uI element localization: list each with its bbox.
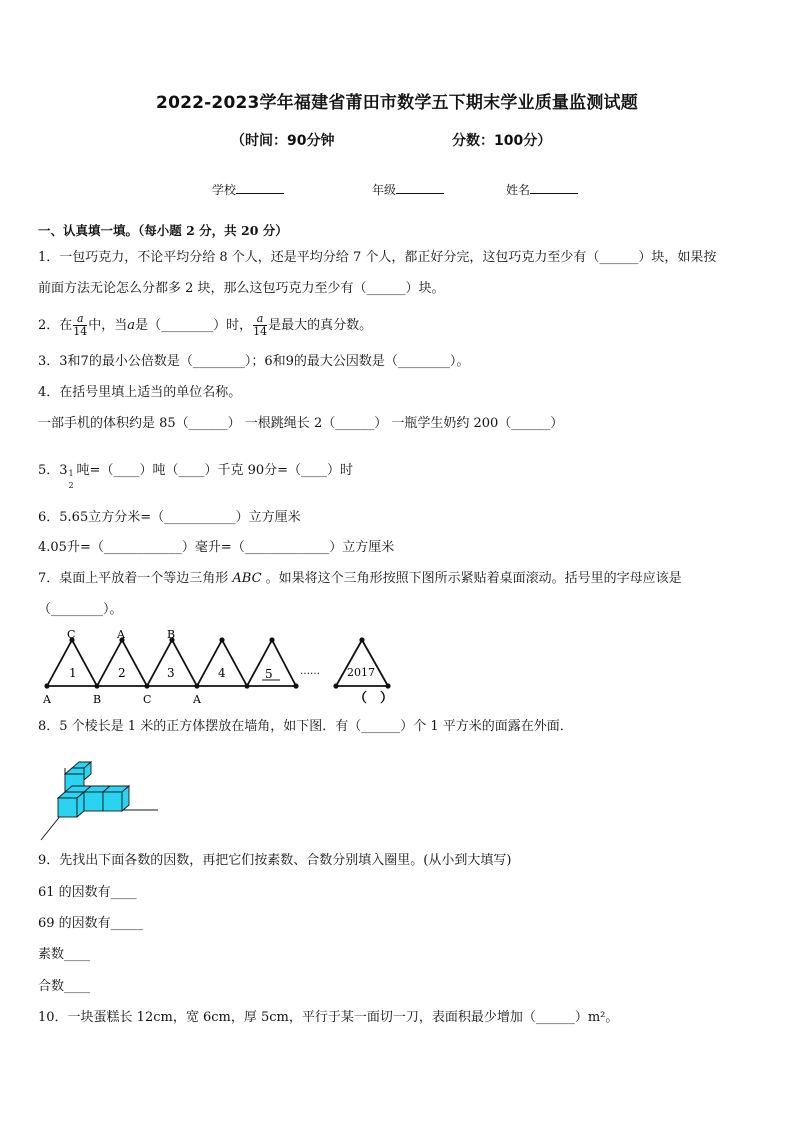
triangle-number-4: 4 bbox=[218, 666, 226, 680]
final-triangle-number: 2017 bbox=[347, 666, 375, 679]
rolling-triangle-diagram bbox=[36, 628, 416, 708]
question-7-line-2: （________）。 bbox=[38, 602, 123, 617]
school-field bbox=[212, 181, 284, 198]
answer-parens: （ ） bbox=[354, 691, 394, 706]
top-label-b: B bbox=[167, 628, 176, 641]
fraction-a-over-14: $\frac{a}{14}$ bbox=[73, 312, 88, 338]
name-label: 姓名 bbox=[506, 183, 531, 197]
question-9-line-1: 9．先找出下面各数的因数，再把它们按素数、合数分别填入圈里。(从小到大填写) bbox=[38, 853, 512, 868]
bottom-label-a: A bbox=[43, 693, 51, 706]
question-1-line-1: 1．一包巧克力，不论平均分给 8 个人，还是平均分给 7 个人，都正好分完，这包巧克力至少有（______）块，如果按 bbox=[38, 250, 717, 265]
bottom-label-a-2: A bbox=[193, 693, 201, 706]
question-8: 8．5 个棱长是 1 米的正方体摆放在墙角，如下图．有（______）个 1 平方米的面露在外面． bbox=[38, 719, 573, 734]
page-title: 2022-2023学年福建省莆田市数学五下期末学业质量监测试题 bbox=[156, 93, 638, 113]
question-6-line-1: 6．5.65立方分米=（___________）立方厘米 bbox=[38, 510, 301, 525]
question-2: 2．在 $\frac{a}{14}$ 中，当a是（________）时， $\frac{a}{14}$ 是最大的真分数。 bbox=[38, 312, 373, 338]
name-blank bbox=[530, 181, 578, 194]
score-label: 分数：100分） bbox=[452, 133, 552, 149]
name-field bbox=[506, 181, 578, 198]
triangle-number-5: 5 bbox=[265, 667, 273, 681]
grade-field bbox=[372, 181, 444, 198]
question-6-line-2: 4.05升=（____________）毫升=（_____________）立方厘米 bbox=[38, 540, 395, 555]
grade-blank bbox=[396, 181, 444, 194]
question-9-line-5: 合数____ bbox=[38, 979, 91, 994]
cubes-in-corner-diagram bbox=[36, 752, 166, 844]
ellipsis: …… bbox=[300, 666, 320, 677]
triangle-number-3: 3 bbox=[167, 666, 175, 680]
question-7-line-1: 7．桌面上平放着一个等边三角形 ABC 。如果将这个三角形按照下图所示紧贴着桌面滚动。括号里的字母应该是 bbox=[38, 571, 682, 586]
question-5: 5．3 1 2 吨=（____）吨（____）千克 90分=（____）时 bbox=[38, 463, 354, 490]
grade-label: 年级 bbox=[372, 183, 397, 197]
time-label: （时间：90分钟 bbox=[231, 133, 335, 149]
bottom-label-b: B bbox=[93, 693, 102, 706]
bottom-label-c: C bbox=[143, 693, 152, 706]
question-4-line-1: 4．在括号里填上适当的单位名称。 bbox=[38, 385, 242, 400]
question-9-line-2: 61 的因数有____ bbox=[38, 885, 137, 900]
triangle-number-1: 1 bbox=[69, 666, 77, 680]
question-4-line-2: 一部手机的体积约是 85（______） 一根跳绳长 2（______） 一瓶学生奶约 200（______） bbox=[38, 416, 564, 431]
top-label-c: C bbox=[67, 628, 76, 641]
question-9-line-4: 素数____ bbox=[38, 947, 91, 962]
top-label-a: A bbox=[117, 628, 125, 641]
school-blank bbox=[236, 181, 284, 194]
question-1-line-2: 前面方法无论怎么分都多 2 块，那么这包巧克力至少有（______）块。 bbox=[38, 281, 445, 296]
triangle-number-2: 2 bbox=[118, 666, 126, 680]
question-3: 3．3和7的最小公倍数是（________）；6和9的最大公因数是（________）。 bbox=[38, 354, 470, 369]
section-heading: 一、认真填一填。（每小题 2 分，共 20 分） bbox=[38, 223, 288, 238]
question-9-line-3: 69 的因数有_____ bbox=[38, 916, 144, 931]
school-label: 学校 bbox=[212, 183, 237, 197]
question-10: 10．一块蛋糕长 12cm，宽 6cm，厚 5cm，平行于某一面切一刀，表面积最少增加（______）m²。 bbox=[38, 1010, 619, 1025]
fraction-a-over-14-repeat: $\frac{a}{14}$ bbox=[253, 312, 268, 338]
